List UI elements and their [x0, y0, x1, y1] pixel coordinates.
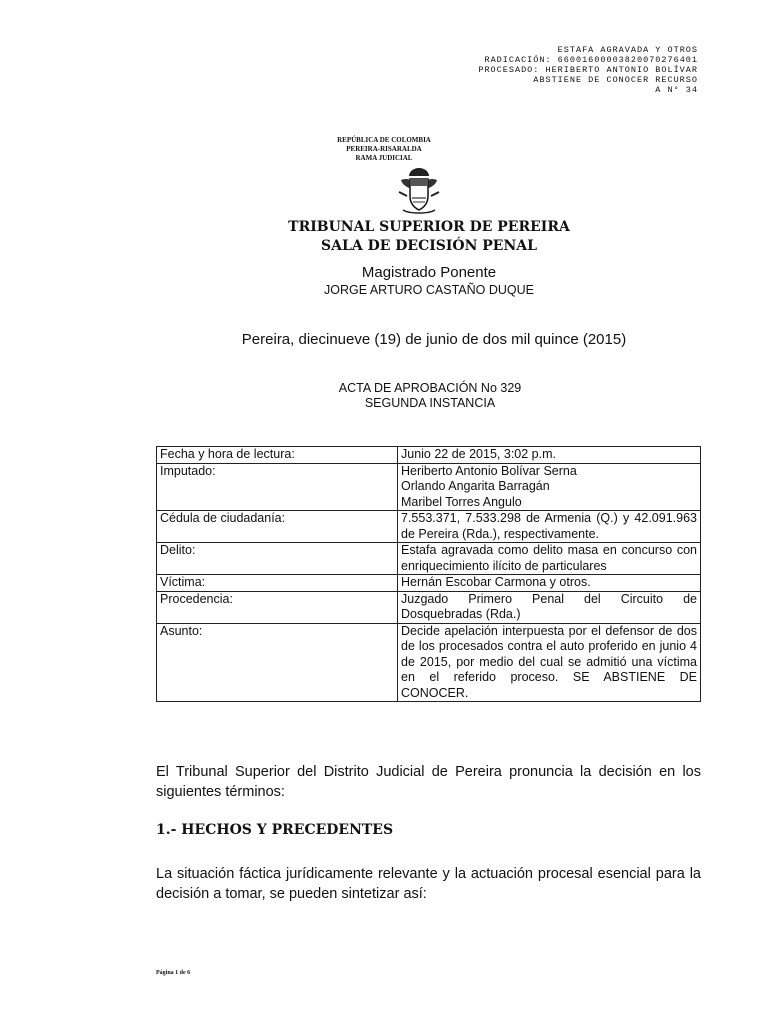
- header-line: RADICACIÓN: 66001600003820070276401: [484, 55, 698, 65]
- table-row: [157, 463, 701, 511]
- header-line: ABSTIENE DE CONOCER RECURSO: [533, 75, 698, 85]
- table-value-cell: 7.553.371, 7.533.298 de Armenia (Q.) y 42.091.963 de Pereira (Rda.), respectivamente.: [398, 511, 701, 543]
- table-row: [157, 447, 701, 464]
- table-row: [157, 623, 701, 702]
- header-line: A N° 34: [655, 85, 698, 95]
- table-row: [157, 511, 701, 543]
- table-value-cell: Estafa agravada como delito masa en concurso con enriquecimiento ilícito de particulares: [398, 543, 701, 575]
- table-key-cell: Cédula de ciudadanía:: [157, 511, 398, 543]
- case-header: [478, 45, 698, 95]
- section-paragraph: La situación fáctica jurídicamente relevante y la actuación procesal esencial para la decisión a tomar, se pueden sintetizar así:: [156, 866, 701, 902]
- table-value-cell: Hernán Escobar Carmona y otros.: [398, 575, 701, 592]
- table-value-cell: Junio 22 de 2015, 3:02 p.m.: [398, 447, 701, 464]
- table-key-cell: Delito:: [157, 543, 398, 575]
- court-name: TRIBUNAL SUPERIOR DE PEREIRA: [288, 219, 570, 235]
- acta-block: [0, 381, 768, 411]
- coat-of-arms-icon: [395, 166, 443, 218]
- table-row: [157, 543, 701, 575]
- magistrate-label: Magistrado Ponente: [361, 264, 497, 281]
- table-key-cell: Víctima:: [157, 575, 398, 592]
- table-row: [157, 575, 701, 592]
- header-line: ESTAFA AGRAVADA Y OTROS: [557, 45, 698, 55]
- header-line: PROCESADO: HERIBERTO ANTONIO BOLÍVAR: [478, 65, 698, 75]
- acta-number: ACTA DE APROBACIÓN No 329: [338, 381, 522, 395]
- intro-paragraph: El Tribunal Superior del Distrito Judicial de Pereira pronuncia la decisión en los siguientes términos:: [156, 764, 701, 800]
- page-number: Página 1 de 6: [156, 970, 191, 976]
- table-key-cell: Fecha y hora de lectura:: [157, 447, 398, 464]
- table-key-cell: Asunto:: [157, 623, 398, 702]
- magistrate-name: JORGE ARTURO CASTAÑO DUQUE: [324, 283, 534, 297]
- date-line: Pereira, diecinueve (19) de junio de dos mil quince (2015): [241, 331, 627, 348]
- institution-line: PEREIRA-RISARALDA: [346, 145, 422, 153]
- institution-line: RAMA JUDICIAL: [355, 154, 413, 162]
- case-info-table: [156, 446, 701, 702]
- table-value-cell: Decide apelación interpuesta por el defensor de dos de los procesados contra el auto proferido en junio 4 de 2015, por medio del cual se admitió una víctima en el referido proceso. SE ABSTIENE DE CONOCER.: [398, 623, 701, 702]
- table-value-cell: Juzgado Primero Penal del Circuito de Dosquebradas (Rda.): [398, 591, 701, 623]
- institution-block: [0, 136, 768, 163]
- acta-instance: SEGUNDA INSTANCIA: [364, 396, 496, 410]
- table-key-cell: Procedencia:: [157, 591, 398, 623]
- court-chamber: SALA DE DECISIÓN PENAL: [321, 238, 537, 254]
- table-value-cell: Heriberto Antonio Bolívar Serna Orlando Angarita Barragán Maribel Torres Angulo: [398, 463, 701, 511]
- institution-line: REPÚBLICA DE COLOMBIA: [337, 136, 431, 144]
- table-key-cell: Imputado:: [157, 463, 398, 511]
- table-row: [157, 591, 701, 623]
- section-title: 1.- HECHOS Y PRECEDENTES: [156, 822, 394, 838]
